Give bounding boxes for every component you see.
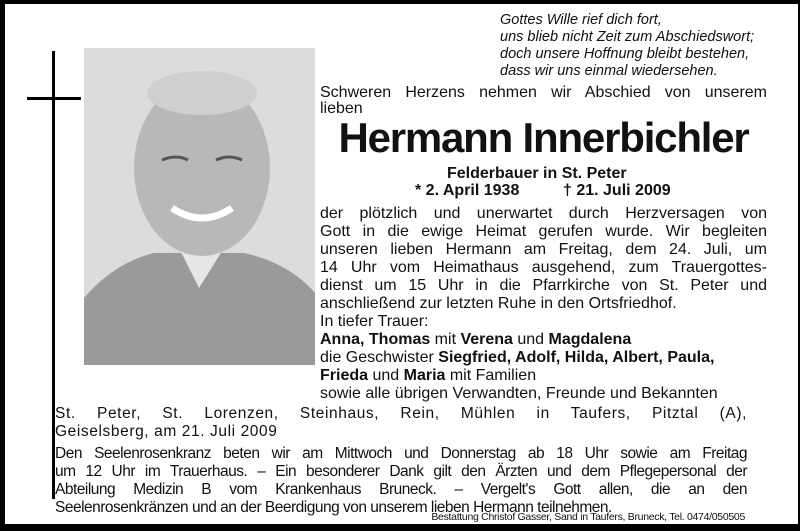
text-line: anschließend zur letzten Ruhe in den Ortsfriedhof. xyxy=(320,295,677,312)
mourner-name: Frieda xyxy=(320,367,369,384)
mourner-name: Magdalena xyxy=(548,331,632,348)
intro-line: lieben xyxy=(320,100,363,117)
mourner-name: Verena xyxy=(460,331,513,348)
mourner-text: In tiefer Trauer: xyxy=(320,313,429,330)
text-line: Den Seelenrosenkranz beten wir am Mittwoch und Donnerstag ab 18 Uhr sowie am Freitag xyxy=(55,445,747,462)
places-line: Geiselsberg, am 21. Juli 2009 xyxy=(55,423,278,440)
text-line: unseren lieben Hermann am Freitag, dem 24. Juli, um xyxy=(320,241,767,258)
mourner-name: Siegfried, Adolf, Hilda, Albert, Paula, xyxy=(438,349,715,366)
mourner-text: und xyxy=(512,331,549,348)
cross-icon-bar xyxy=(27,97,81,100)
places-line: St. Peter, St. Lorenzen, Steinhaus, Rein, Mühlen in Taufers, Pitztal (A), xyxy=(55,405,747,422)
mourner-name: Anna, Thomas xyxy=(320,331,431,348)
mourner-line xyxy=(320,331,767,349)
intro-line: Schweren Herzens nehmen wir Abschied von unserem xyxy=(320,84,767,101)
mourner-name: Maria xyxy=(403,367,446,384)
death-date: † 21. Juli 2009 xyxy=(563,182,671,199)
text-line: der plötzlich und unerwartet durch Herzversagen von xyxy=(320,205,767,222)
quote-line: Gottes Wille rief dich fort, xyxy=(500,12,662,28)
mourner-line xyxy=(320,313,767,331)
closing-last-line: Seelenrosenkränzen und an der Beerdigung von unserem lieben Hermann teilnehmen. xyxy=(55,499,612,516)
portrait-photo xyxy=(84,48,315,365)
birth-date: * 2. April 1938 xyxy=(415,182,520,199)
quote-line: doch unsere Hoffnung bleibt bestehen, xyxy=(500,46,750,62)
quote-line: uns blieb nicht Zeit zum Abschiedswort; xyxy=(500,29,755,45)
funeral-home-footer: Bestattung Christof Gasser, Sand in Taufers, Bruneck, Tel. 0474/050505 xyxy=(431,511,745,523)
mourner-text: die Geschwister xyxy=(320,349,439,366)
mourner-text: und xyxy=(368,367,404,384)
quote-line: dass wir uns einmal wiedersehen. xyxy=(500,63,718,79)
text-line: 14 Uhr vom Heimathaus ausgehend, zum Trauergottes- xyxy=(320,259,767,276)
text-line: Gott in die ewige Heimat gerufen wurde. Wir begleiten xyxy=(320,223,767,240)
deceased-name: Hermann Innerbichler xyxy=(338,114,749,161)
mourner-line xyxy=(320,385,767,403)
mourner-text: mit Familien xyxy=(445,367,537,384)
text-line: um 12 Uhr im Trauerhaus. – Ein besonderer Dank gilt den Ärzten und dem Pflegepersonal der xyxy=(55,463,747,480)
text-line: Abteilung Medizin B vom Krankenhaus Bruneck. – Vergelt's Gott allen, die an den xyxy=(55,481,747,498)
occupation: Felderbauer in St. Peter xyxy=(447,165,627,182)
text-line: dienst um 15 Uhr in die Pfarrkirche von St. Peter und xyxy=(320,277,767,294)
mourner-line xyxy=(320,349,767,367)
mourner-text: mit xyxy=(430,331,461,348)
mourner-text: sowie alle übrigen Verwandten, Freunde und Bekannten xyxy=(320,385,718,402)
mourner-line xyxy=(320,367,767,385)
